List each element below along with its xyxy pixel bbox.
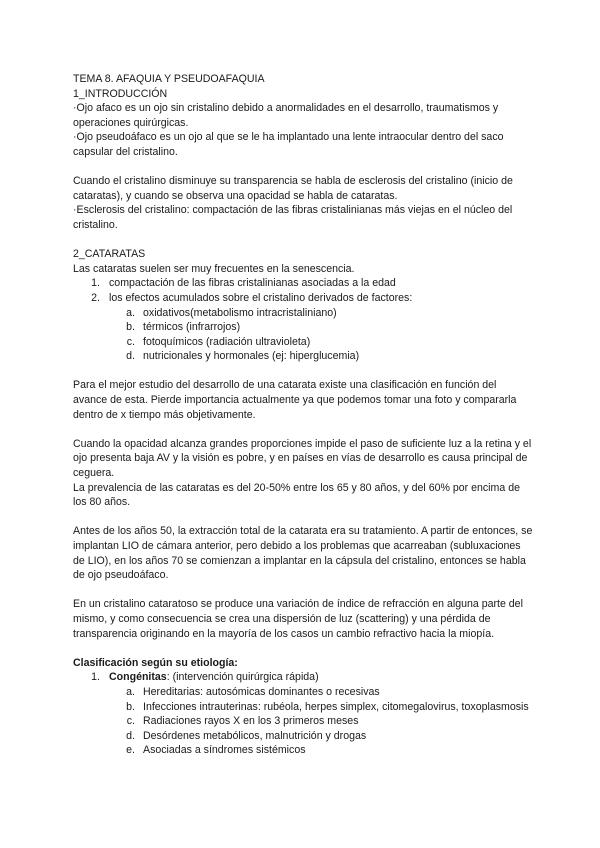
sub-list-item: a. oxidativos(metabolismo intracristaliniano) [126, 306, 337, 319]
paragraph: Cuando la opacidad alcanza grandes proporciones impide el paso de suficiente luz a la retina y el ojo presenta baja AV y la visión es pobre, y en países en vías de desarrollo es causa principal de ceguera. [73, 437, 532, 480]
list-item: 1. compactación de las fibras cristalinianas asociadas a la edad [91, 277, 396, 290]
paragraph: Antes de los años 50, la extracción total de la catarata era su tratamiento. A partir de entonces, se implantan LIO de cámara anterior, pero debido a los problemas que acarreaban (subluxaciones de LIO), en los años 70 se comienzan a implantar en la cápsula del cristalino, entonces se habla de ojo pseudoáfaco. [73, 525, 533, 582]
paragraph: ·Ojo afaco es un ojo sin cristalino debido a anormalidades en el desarrollo, traumatismos y operaciones quirúrgicas. [73, 102, 499, 129]
sub-list-item: a. Hereditarias: autosómicas dominantes o recesivas [126, 685, 380, 698]
paragraph: Las cataratas suelen ser muy frecuentes en la senescencia. [73, 262, 355, 275]
sub-list-item: e. Asociadas a síndromes sistémicos [126, 744, 306, 757]
sub-list-item: d. Desórdenes metabólicos, malnutrición y drogas [126, 729, 367, 742]
document-body [73, 72, 533, 758]
sub-list-item: c. fotoquímicos (radiación ultravioleta) [126, 335, 311, 348]
paragraph: En un cristalino cataratoso se produce una variación de índice de refracción en alguna parte del mismo, y como consecuencia se crea una dispersión de luz (scattering) y una pérdida de transparencia originando en la mayoría de los casos un cambio refractivo hacia la miopía. [73, 598, 523, 640]
page-title: TEMA 8. AFAQUIA Y PSEUDOAFAQUIA [73, 73, 265, 85]
section-heading-cataratas: 2_CATARATAS [73, 248, 146, 261]
paragraph: La prevalencia de las cataratas es del 20-50% entre los 65 y 80 años, y del 60% por encima de los 80 años. [73, 481, 520, 509]
paragraph: ·Ojo pseudoáfaco es un ojo al que se le ha implantado una lente intraocular dentro del saco capsular del cristalino. [73, 131, 504, 158]
paragraph: Cuando el cristalino disminuye su transparencia se habla de esclerosis del cristalino (inicio de cataratas), y cuando se observa una opacidad se habla de cataratas. [73, 175, 513, 202]
section-heading-introduccion: 1_INTRODUCCIÓN [73, 87, 168, 100]
list-item: 1. Congénitas: (intervención quirúrgica rápida) [91, 671, 319, 684]
classification-heading: Clasificación según su etiología: [73, 656, 238, 669]
sub-list-item: b. Infecciones intrauterinas: rubéola, herpes simplex, citomegalovirus, toxoplasmosis [126, 700, 529, 713]
list-item: 2. los efectos acumulados sobre el cristalino derivados de factores: [91, 291, 413, 304]
paragraph: ·Esclerosis del cristalino: compactación de las fibras cristalinianas más viejas en el núcleo del cristalino. [73, 204, 513, 231]
sub-list-item: c. Radiaciones rayos X en los 3 primeros meses [126, 715, 359, 728]
paragraph: Para el mejor estudio del desarrollo de una catarata existe una clasificación en función del avance de esta. Pierde importancia actualmente ya que podemos tomar una foto y compararla dentro de x tiempo más objetivamente. [73, 379, 517, 421]
congenitas-label: Congénitas [109, 671, 167, 684]
sub-list-item: b. térmicos (infrarrojos) [126, 321, 241, 334]
sub-list-item: d. nutricionales y hormonales (ej: hiperglucemia) [126, 350, 360, 363]
numbered-list [73, 276, 533, 364]
classification-list [73, 670, 533, 758]
